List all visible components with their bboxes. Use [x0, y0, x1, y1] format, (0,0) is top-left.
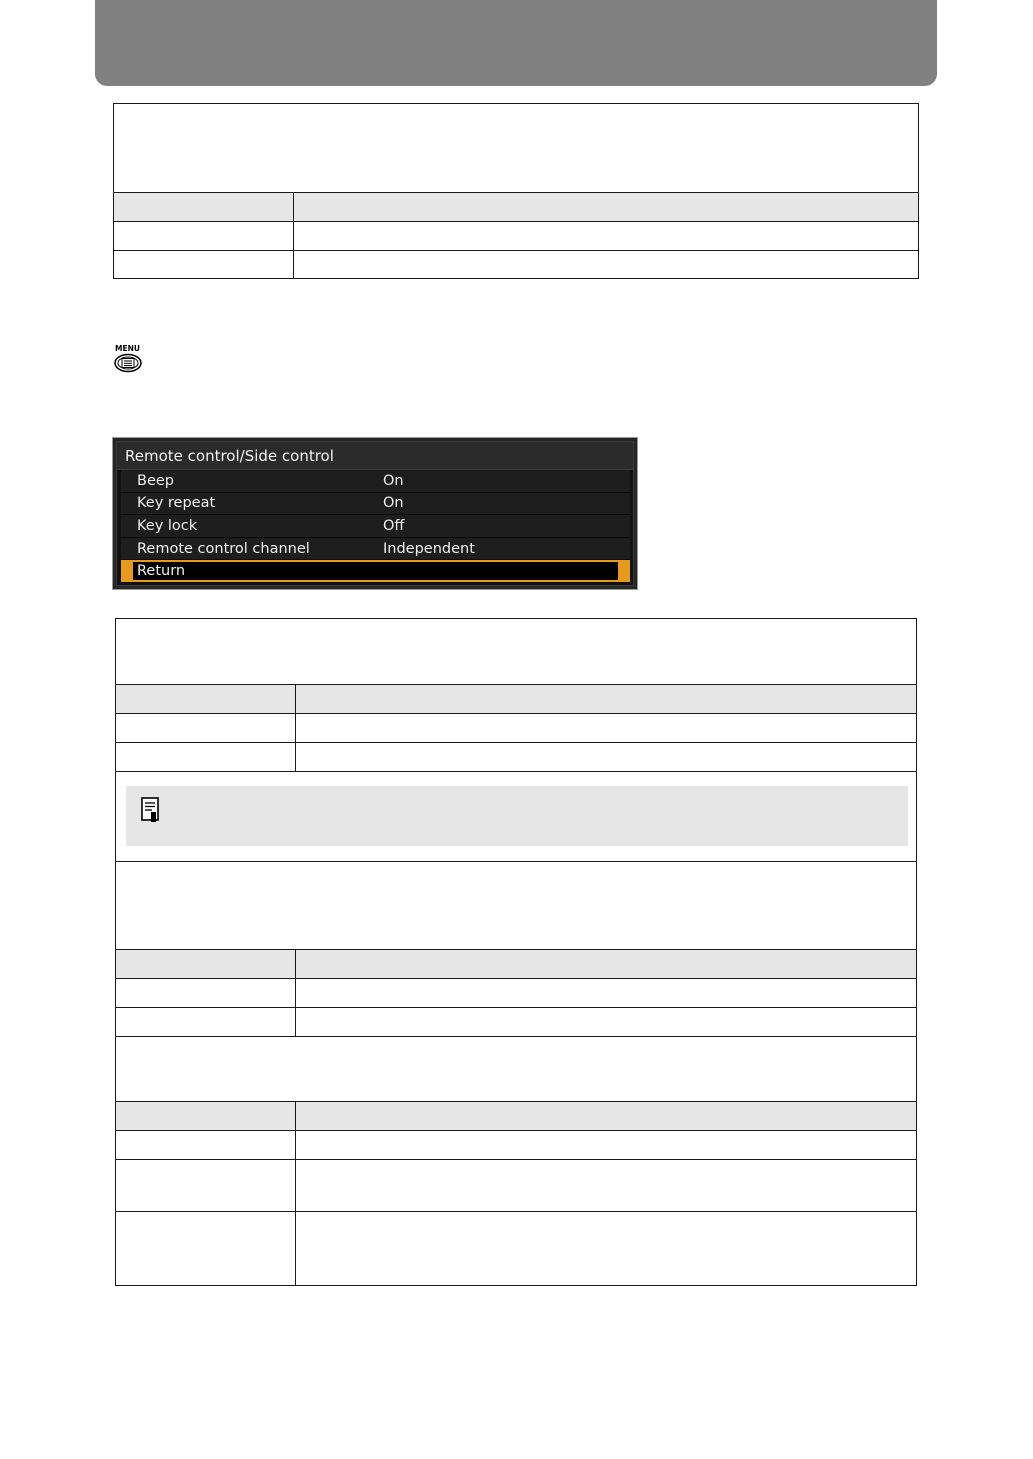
- table-header-row: [116, 684, 916, 713]
- table-header-option: [116, 1102, 296, 1130]
- osd-item-key-repeat[interactable]: [121, 493, 630, 516]
- table-header-description: [296, 685, 916, 713]
- table-header-row: [114, 192, 918, 221]
- table-cell: [116, 1212, 296, 1285]
- table-cell: [116, 1131, 296, 1159]
- menu-button-icon: [113, 343, 145, 375]
- osd-item-remote-control-channel[interactable]: [121, 538, 630, 561]
- osd-item-key-lock[interactable]: [121, 515, 630, 538]
- table-cell: [296, 1131, 916, 1159]
- memo-icon: [140, 796, 162, 824]
- table-row: [116, 978, 916, 1007]
- table-row: [116, 1130, 916, 1159]
- table-cell: [296, 1212, 916, 1285]
- table-cell: [296, 979, 916, 1007]
- table-header-row: [116, 949, 916, 978]
- table-cell: [114, 251, 294, 278]
- table-cell: [116, 1008, 296, 1036]
- osd-item-beep[interactable]: [121, 470, 630, 493]
- table-cell: [294, 222, 918, 250]
- osd-item-value: Off: [383, 517, 405, 534]
- section-intro: [116, 1036, 916, 1101]
- osd-menu-panel: [112, 437, 638, 590]
- table-row: [116, 742, 916, 771]
- menu-button-label: MENU: [115, 344, 140, 353]
- table-header-description: [296, 1102, 916, 1130]
- osd-item-value: On: [383, 495, 404, 512]
- table-cell: [296, 743, 916, 771]
- top-settings-table: [113, 103, 919, 279]
- osd-item-label: Beep: [137, 472, 174, 489]
- table-row: [116, 713, 916, 742]
- osd-item-value: Independent: [383, 540, 475, 557]
- table-cell: [294, 251, 918, 278]
- table-row: [114, 221, 918, 250]
- table-row: [116, 1159, 916, 1211]
- table-row: [116, 1211, 916, 1285]
- osd-item-return[interactable]: [121, 560, 630, 583]
- table-cell: [116, 743, 296, 771]
- table-cell: [116, 979, 296, 1007]
- table-cell: [114, 222, 294, 250]
- osd-item-value: On: [383, 472, 404, 489]
- page-header-bar: [95, 0, 937, 86]
- osd-item-label: Remote control channel: [137, 540, 310, 557]
- top-table-intro: [114, 104, 918, 192]
- osd-menu-title: Remote control/Side control: [117, 442, 633, 470]
- section-intro: [116, 619, 916, 684]
- table-cell: [296, 714, 916, 742]
- table-cell: [116, 714, 296, 742]
- osd-return-label: Return: [137, 563, 186, 580]
- table-row: [116, 1007, 916, 1036]
- table-header-row: [116, 1101, 916, 1130]
- note-box: [126, 786, 908, 846]
- table-header-description: [294, 193, 918, 221]
- note-section: [116, 771, 916, 861]
- table-cell: [116, 1160, 296, 1211]
- table-cell: [296, 1008, 916, 1036]
- table-row: [114, 250, 918, 278]
- table-header-option: [114, 193, 294, 221]
- table-header-description: [296, 950, 916, 978]
- osd-item-label: Key lock: [137, 517, 198, 534]
- table-header-option: [116, 950, 296, 978]
- section-intro: [116, 861, 916, 949]
- settings-detail-table: [115, 618, 917, 1286]
- osd-item-label: Key repeat: [137, 495, 216, 512]
- table-header-option: [116, 685, 296, 713]
- table-cell: [296, 1160, 916, 1211]
